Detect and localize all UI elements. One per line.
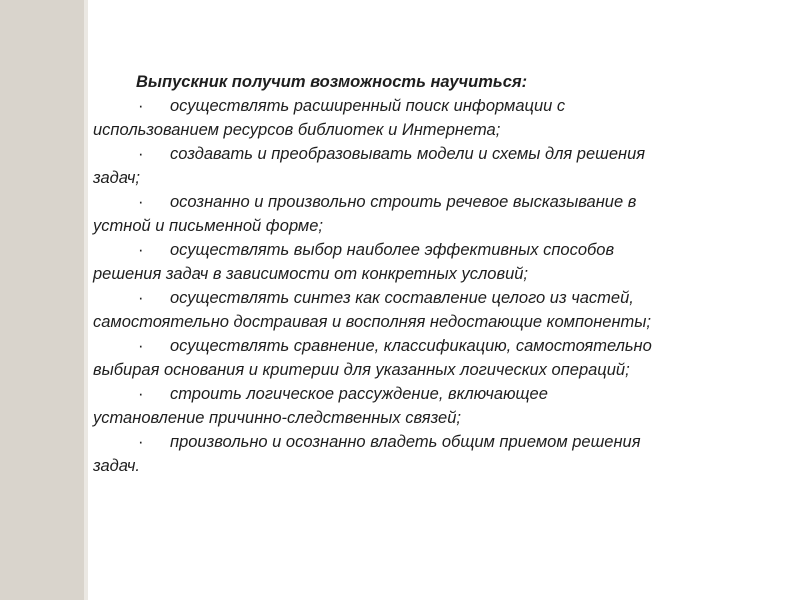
list-item-continuation: задач. bbox=[93, 457, 140, 475]
list-item bbox=[93, 142, 773, 190]
list-item-continuation: задач; bbox=[93, 169, 140, 187]
list-item-text: осуществлять сравнение, классификацию, самостоятельно bbox=[170, 337, 652, 355]
list-item-continuation: решения задач в зависимости от конкретных условий; bbox=[93, 265, 529, 283]
list-item-text: осуществлять расширенный поиск информации с bbox=[170, 97, 566, 115]
list-item-continuation: самостоятельно достраивая и восполняя недостающие компоненты; bbox=[93, 313, 652, 331]
list-item-text: осуществлять синтез как составление целого из частей, bbox=[170, 289, 634, 307]
list-item-text: произвольно и осознанно владеть общим приемом решения bbox=[170, 433, 641, 451]
bullet-icon: · bbox=[138, 289, 144, 307]
list-item-text: осуществлять выбор наиболее эффективных способов bbox=[170, 241, 615, 259]
list-item bbox=[93, 190, 773, 238]
bullet-icon: · bbox=[138, 97, 144, 115]
list-item bbox=[93, 94, 773, 142]
list-item-text: строить логическое рассуждение, включающее bbox=[170, 385, 548, 403]
bullet-icon: · bbox=[138, 385, 144, 403]
list-item-text: создавать и преобразовывать модели и схемы для решения bbox=[170, 145, 646, 163]
list-item bbox=[93, 238, 773, 286]
list-item bbox=[93, 430, 773, 478]
bullet-icon: · bbox=[138, 241, 144, 259]
bullet-icon: · bbox=[138, 193, 144, 211]
list-item-text: осознанно и произвольно строить речевое высказывание в bbox=[170, 193, 637, 211]
list-item-continuation: устной и письменной форме; bbox=[93, 217, 324, 235]
list-item-continuation: выбирая основания и критерии для указанных логических операций; bbox=[93, 361, 630, 379]
bullet-icon: · bbox=[138, 145, 144, 163]
list-item bbox=[93, 286, 773, 334]
slide-text-body bbox=[93, 70, 773, 478]
slide-side-divider bbox=[84, 0, 88, 600]
list-item bbox=[93, 334, 773, 382]
bullet-icon: · bbox=[138, 337, 144, 355]
bullet-icon: · bbox=[138, 433, 144, 451]
list-item bbox=[93, 382, 773, 430]
slide-side-bar bbox=[0, 0, 84, 600]
list-item-continuation: использованием ресурсов библиотек и Интернета; bbox=[93, 121, 501, 139]
slide-heading: Выпускник получит возможность научиться: bbox=[136, 73, 528, 91]
list-item-continuation: установление причинно-следственных связей; bbox=[93, 409, 461, 427]
